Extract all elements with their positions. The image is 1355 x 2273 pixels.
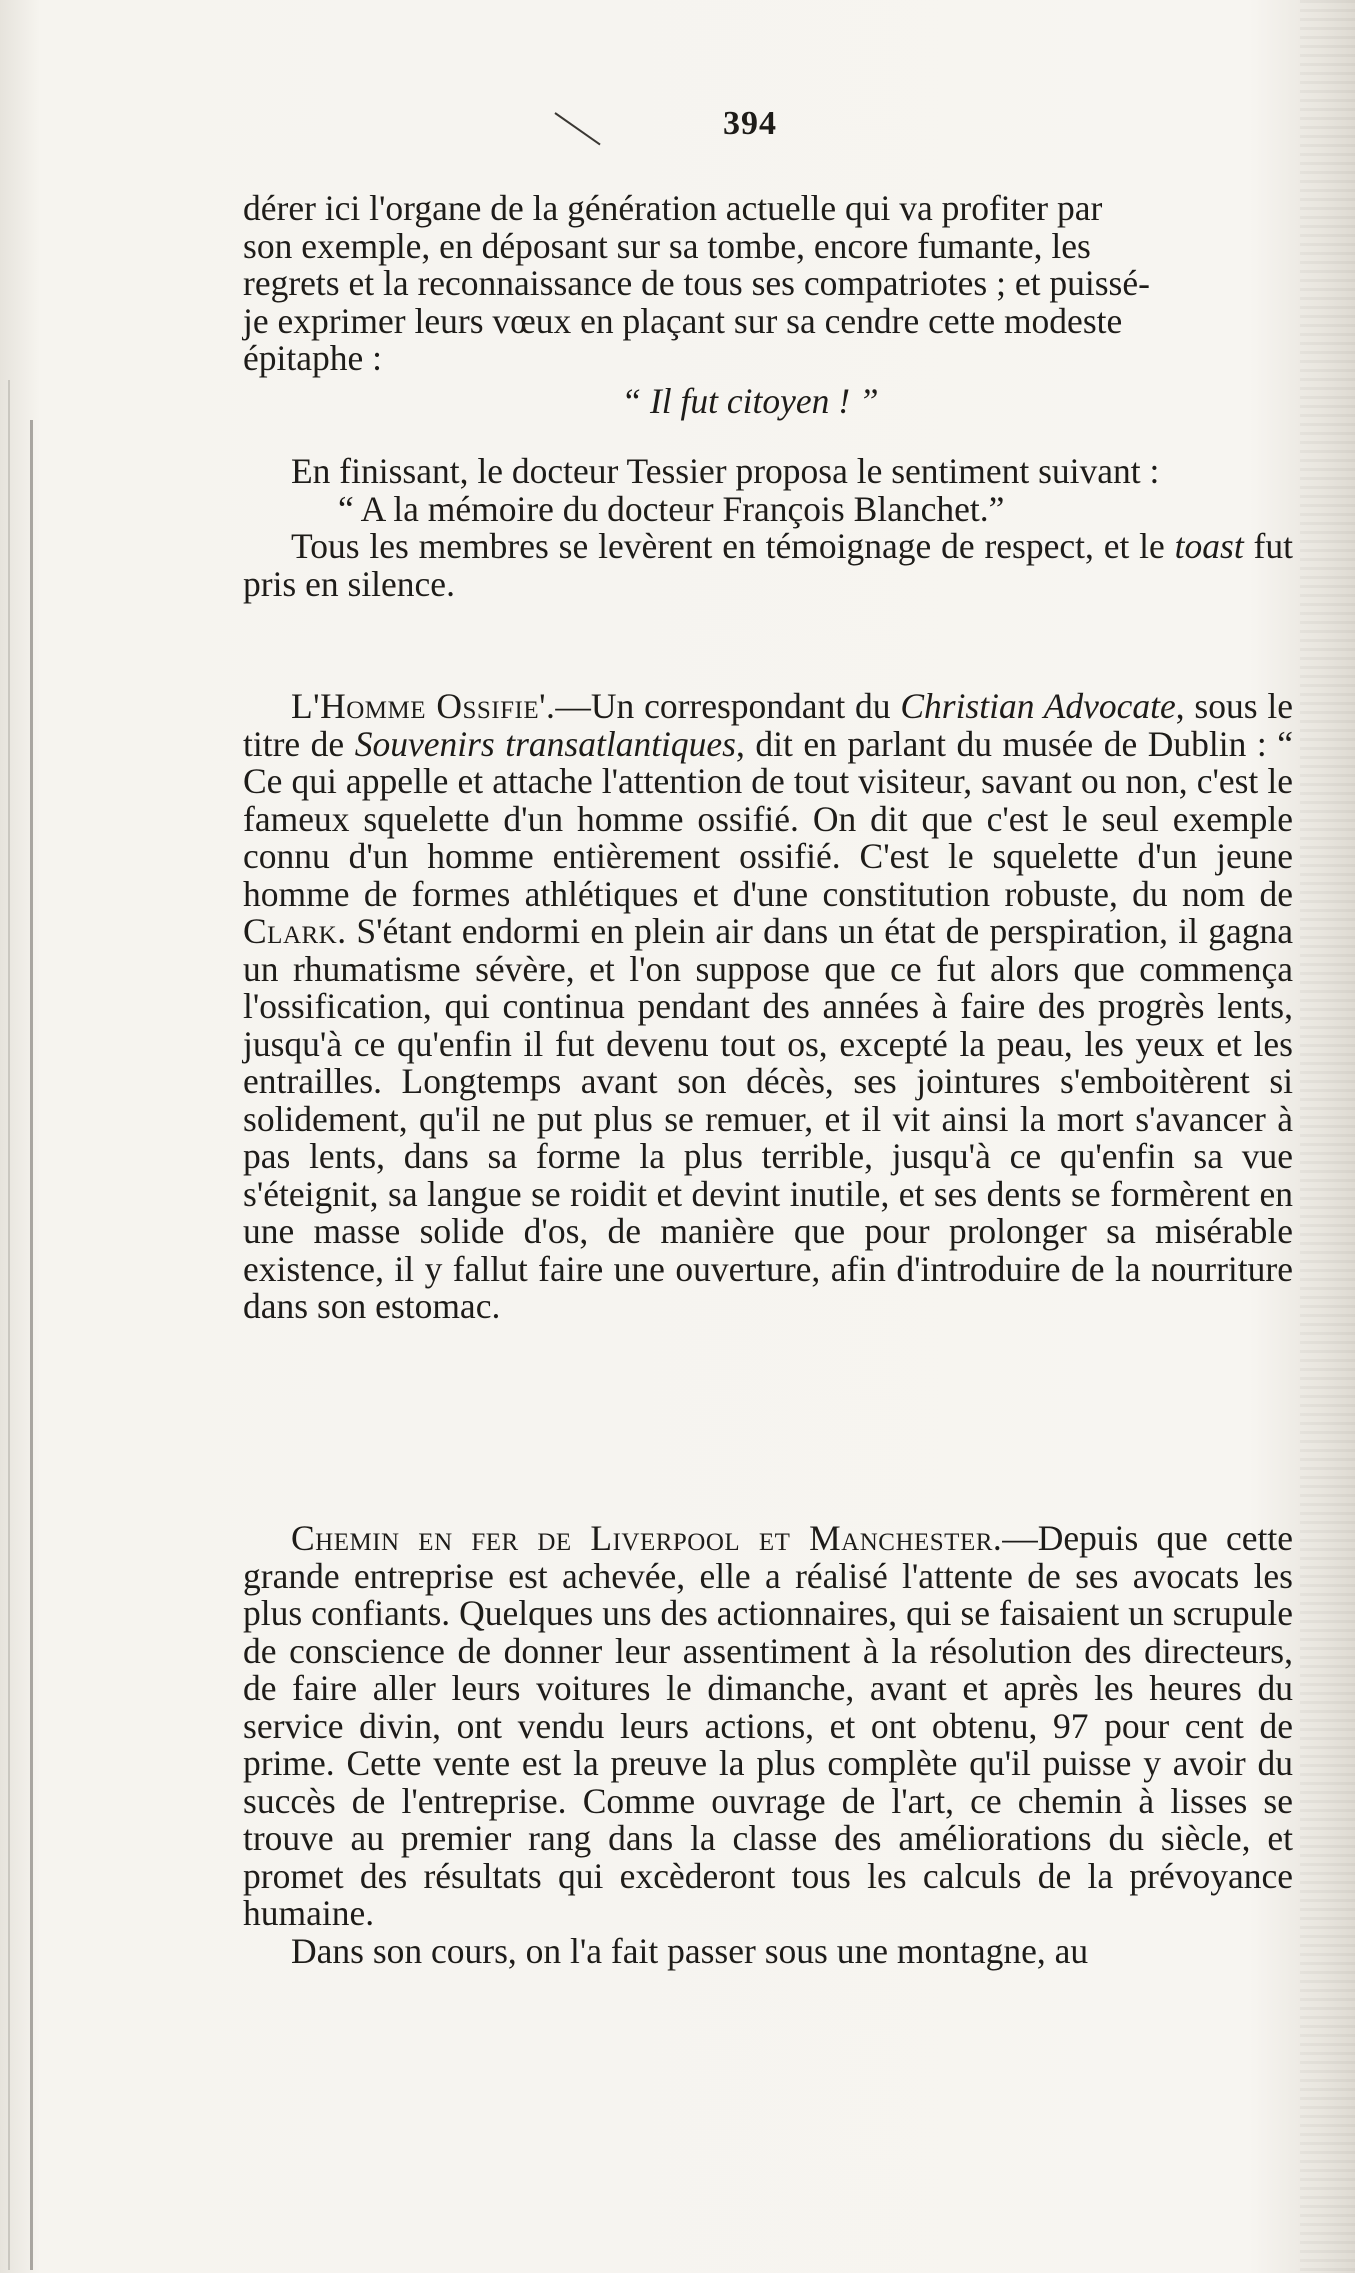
text-line: épitaphe : [243,338,382,378]
binding-edge [30,420,33,2270]
series-name: Souvenirs transatlantiques [354,723,736,764]
article-title: Chemin en fer de Liverpool et Manchester. [291,1518,1003,1558]
paragraph-toast [243,453,1293,603]
toast-intro: En finissant, le docteur Tessier proposa le sentiment suivant : [291,451,1160,491]
article-title: L'Homme Ossifie'. [291,686,556,726]
article-body: Chemin en fer de Liverpool et Manchester.—Depuis que cette grande entreprise est achevée, elle a réalisé l'attente de ses avocats les plus confiants. Quelques uns des actionnaires, qui se faisaient un scrupule de conscience de donner leur assentiment à la résolution des directeurs, de faire aller leurs voitures le dimanche, avant et après les heures du service divin, ont vendu leurs actions, et ont obtenu, 97 pour cent de prime. Cette vente est la preuve la plus complète qu'il puisse y avoir du succès de l'entreprise. Comme ouvrage de l'art, ce chemin à lisses se trouve au premier rang dans la classe des améliorations du siècle, et promet des résultats qui excèderont tous les calculs de la prévoyance humaine. [243,1518,1293,1933]
page-edge-texture [1300,0,1355,2273]
toast-quote: “ A la mémoire du docteur François Blanchet.” [338,488,1005,529]
article-homme-ossifie [243,688,1293,1326]
text-line: son exemple, en déposant sur sa tombe, encore fumante, les [243,225,1091,266]
publication-name: Christian Advocate [900,686,1176,726]
text-line: dérer ici l'organe de la génération actuelle qui va profiter par [243,188,1103,228]
article-chemin-de-fer [243,1520,1293,1970]
toast-closing: Tous les membres se levèrent en témoignage de respect, et le toast fut pris en silence. [243,526,1293,604]
paragraph-epitaph-intro [243,190,1293,378]
page-number: 394 [723,105,777,142]
last-line: Dans son cours, on l'a fait passer sous une montagne, au [291,1930,1089,1971]
person-name: Clark [243,911,338,951]
article-body: L'Homme Ossifie'.—Un correspondant du Christian Advocate, sous le titre de Souvenirs transatlantiques, dit en parlant du musée de Dublin : “ Ce qui appelle et attache l'attention de tout visiteur, savant ou non, c'est le fameux squelette d'un homme ossifié. On dit que c'est le seul exemple connu d'un homme entièrement ossifié. C'est le squelette d'un jeune homme de formes athlétiques et d'une constitution robuste, du nom de Clark. S'étant endormi en plein air dans un état de perspiration, il gagna un rhumatisme sévère, et l'on suppose que ce fut alors que commença l'ossification, qui continua pendant des années à faire des progrès lents, jusqu'à ce qu'enfin il fut devenu tout os, excepté la peau, les yeux et les entrailles. Longtemps avant son décès, ses jointures s'emboitèrent si solidement, qu'il ne put plus se remuer, et il vit ainsi la mort s'avancer à pas lents, dans sa forme la plus terrible, jusqu'à ce qu'enfin sa vue s'éteignit, sa langue se roidit et devint inutile, et ses dents se formèrent en une masse solide d'os, de manière que pour prolonger sa misérable existence, il y fallut faire une ouverture, afin d'introduire de la nourriture dans son estomac. [243,686,1294,1326]
text-line: regrets et la reconnaissance de tous ses compatriotes ; et puissé- [243,263,1150,303]
epitaph: “ Il fut citoyen ! ” [621,381,879,421]
text-line: je exprimer leurs vœux en plaçant sur sa cendre cette modeste [243,300,1123,341]
binding-shadow [8,380,10,2270]
